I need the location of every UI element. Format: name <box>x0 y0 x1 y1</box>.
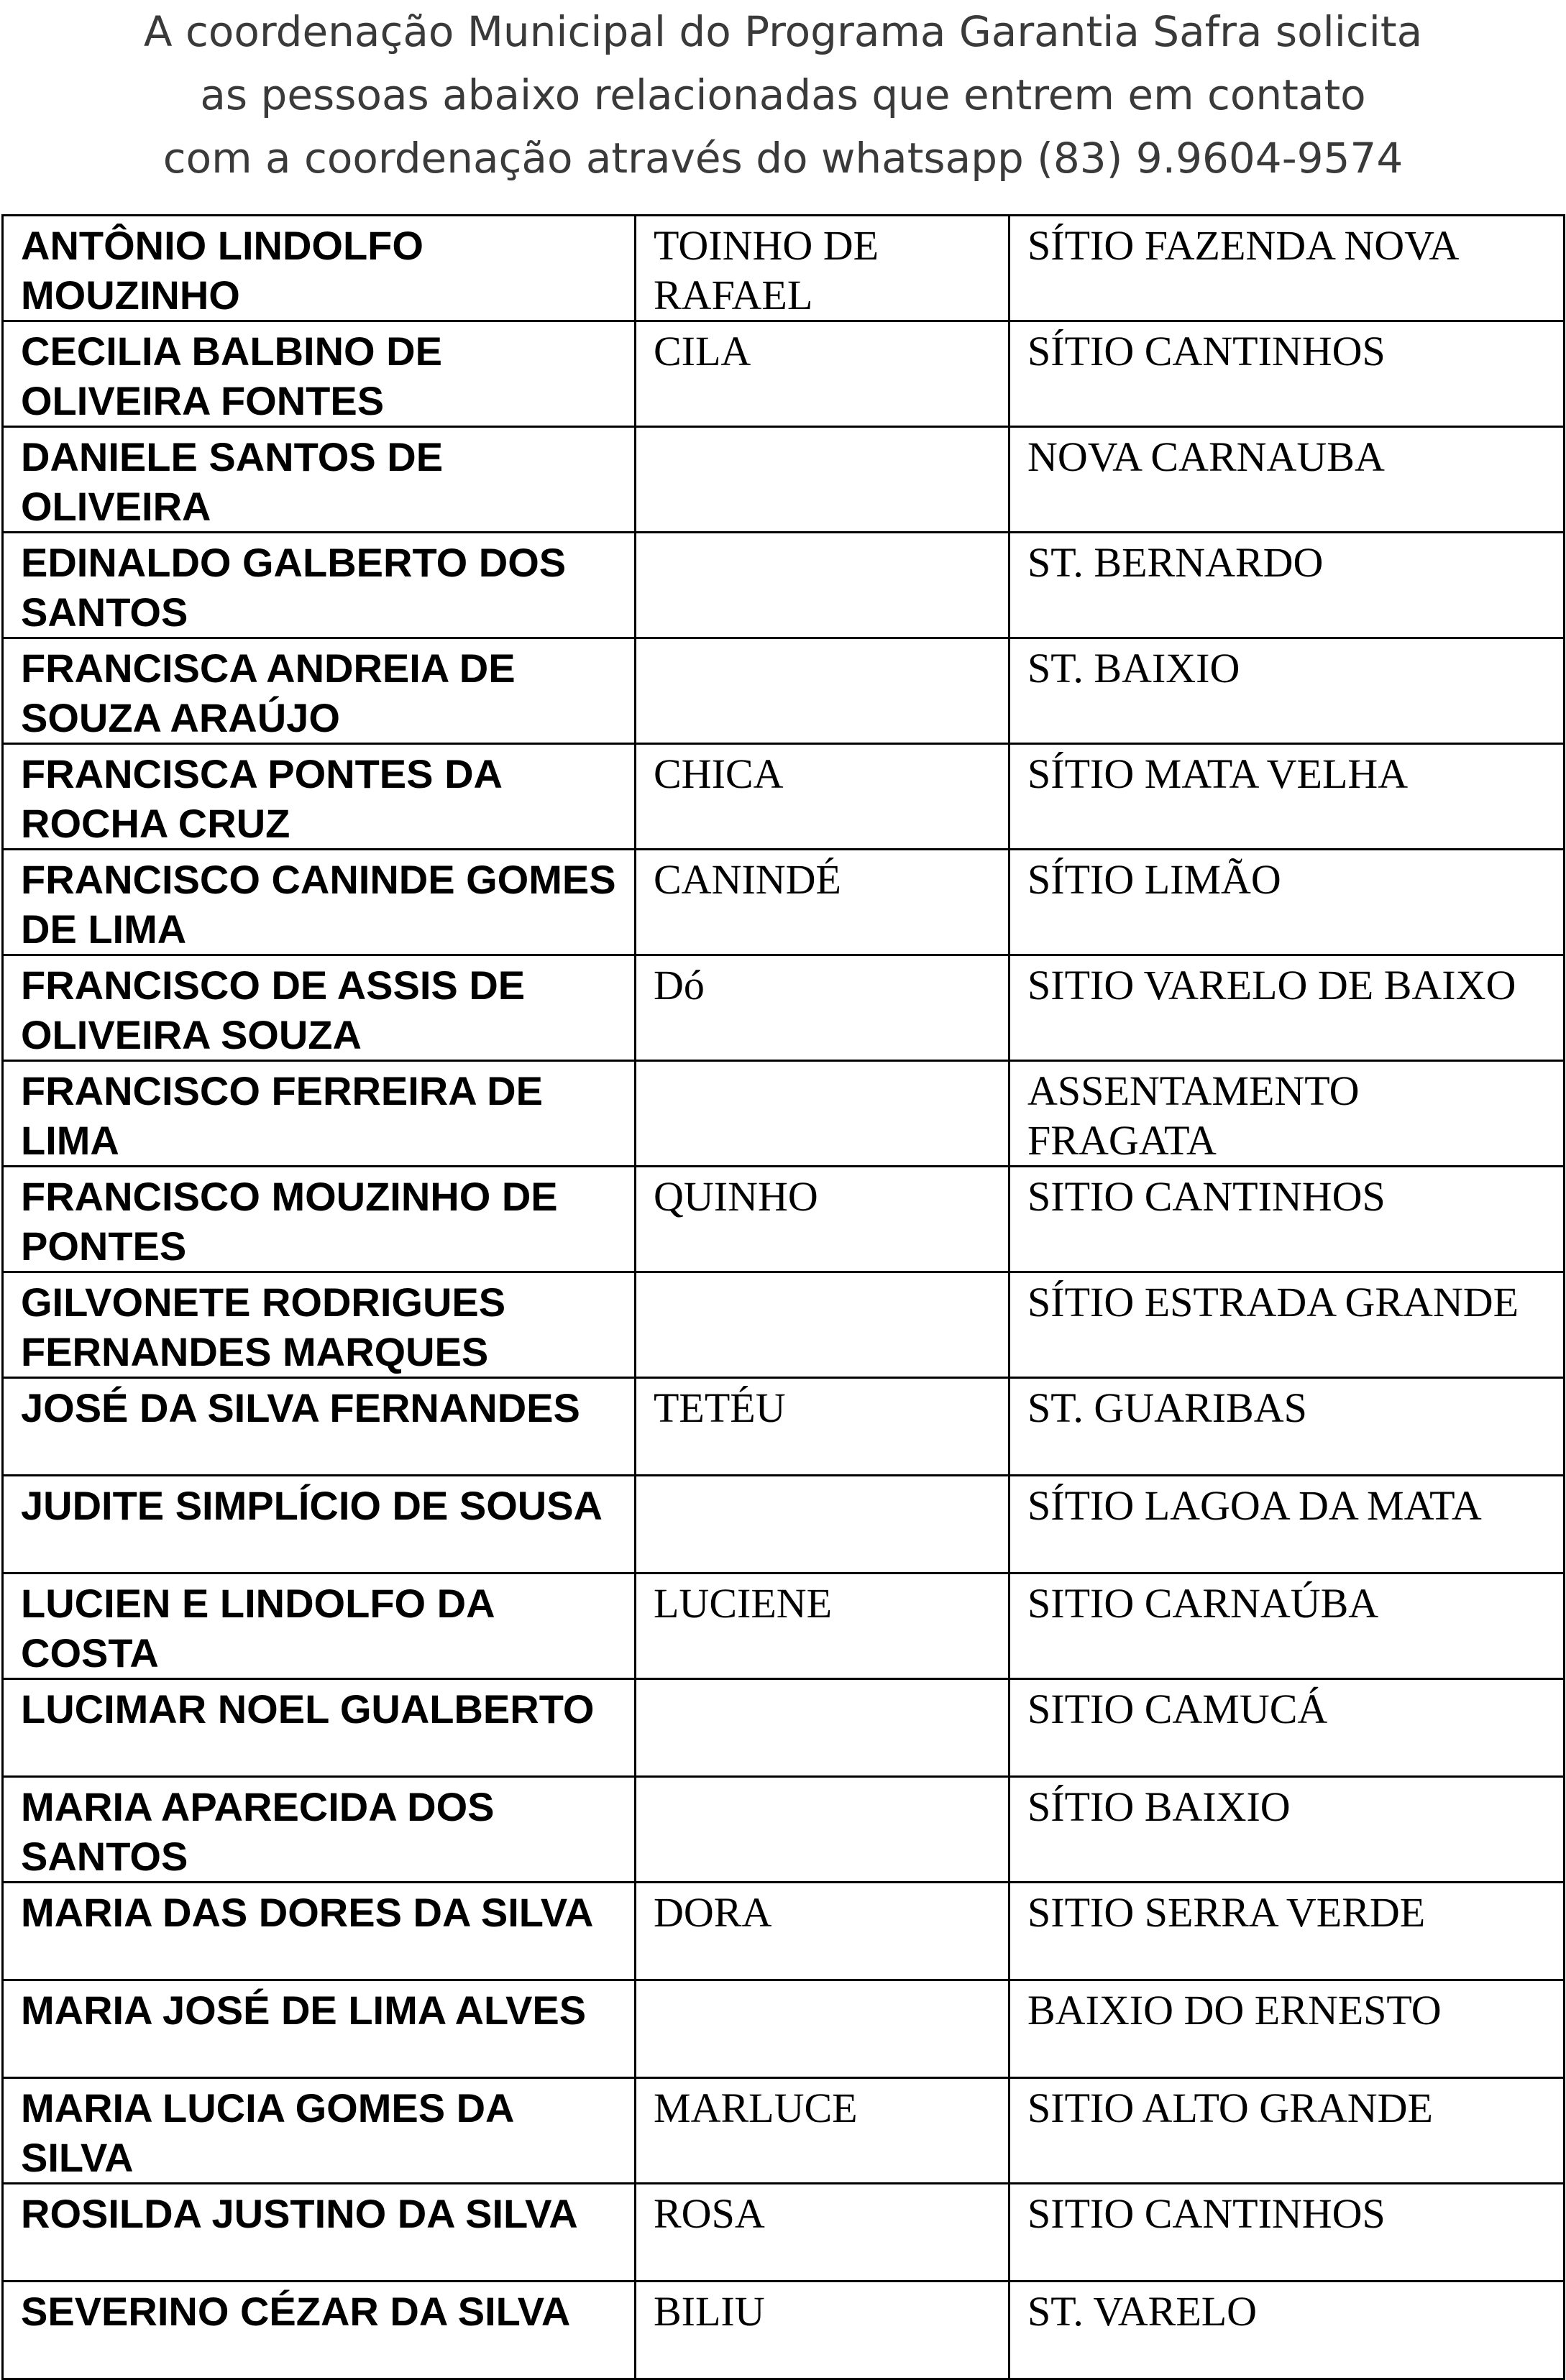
table-row <box>3 1378 1565 1476</box>
name-cell: ANTÔNIO LINDOLFO MOUZINHO <box>3 216 636 321</box>
table-row <box>3 533 1565 638</box>
name-cell: MARIA LUCIA GOMES DA SILVA <box>3 2078 636 2184</box>
name-cell: MARIA JOSÉ DE LIMA ALVES <box>3 1980 636 2078</box>
table-row <box>3 321 1565 427</box>
nickname-cell: TETÉU <box>636 1378 1009 1476</box>
location-cell: SITIO VARELO DE BAIXO <box>1009 955 1565 1061</box>
nickname-cell: TOINHO DE RAFAEL <box>636 216 1009 321</box>
location-cell: ST. BAIXIO <box>1009 638 1565 744</box>
name-cell: FRANCISCA PONTES DA ROCHA CRUZ <box>3 744 636 850</box>
nickname-cell: CILA <box>636 321 1009 427</box>
nickname-cell: CHICA <box>636 744 1009 850</box>
name-cell: GILVONETE RODRIGUES FERNANDES MARQUES <box>3 1272 636 1378</box>
table-row <box>3 2078 1565 2184</box>
name-cell: FRANCISCA ANDREIA DE SOUZA ARAÚJO <box>3 638 636 744</box>
location-cell: SÍTIO LAGOA DA MATA <box>1009 1476 1565 1573</box>
name-cell: JOSÉ DA SILVA FERNANDES <box>3 1378 636 1476</box>
table-row <box>3 2282 1565 2379</box>
name-cell: CECILIA BALBINO DE OLIVEIRA FONTES <box>3 321 636 427</box>
table-body <box>3 216 1565 2379</box>
location-cell: ST. VARELO <box>1009 2282 1565 2379</box>
nickname-cell: MARLUCE <box>636 2078 1009 2184</box>
table-row <box>3 1061 1565 1167</box>
table-row <box>3 1167 1565 1272</box>
nickname-cell: Dó <box>636 955 1009 1061</box>
name-cell: LUCIMAR NOEL GUALBERTO <box>3 1679 636 1777</box>
name-cell: ROSILDA JUSTINO DA SILVA <box>3 2184 636 2282</box>
header-line: com a coordenação através do whatsapp (83) 9.9604-9574 <box>162 134 1404 183</box>
name-cell: MARIA APARECIDA DOS SANTOS <box>3 1777 636 1883</box>
nickname-cell: QUINHO <box>636 1167 1009 1272</box>
header-line: as pessoas abaixo relacionadas que entrem em contato <box>200 70 1366 119</box>
table-row <box>3 216 1565 321</box>
table-row <box>3 427 1565 533</box>
name-cell: FRANCISCO MOUZINHO DE PONTES <box>3 1167 636 1272</box>
name-cell: FRANCISCO FERREIRA DE LIMA <box>3 1061 636 1167</box>
beneficiaries-table <box>1 214 1565 2380</box>
nickname-cell <box>636 533 1009 638</box>
location-cell: SÍTIO BAIXIO <box>1009 1777 1565 1883</box>
location-cell: SITIO CARNAÚBA <box>1009 1573 1565 1679</box>
table-row <box>3 744 1565 850</box>
location-cell: SÍTIO ESTRADA GRANDE <box>1009 1272 1565 1378</box>
name-cell: LUCIEN E LINDOLFO DA COSTA <box>3 1573 636 1679</box>
name-cell: SEVERINO CÉZAR DA SILVA <box>3 2282 636 2379</box>
location-cell: SITIO ALTO GRANDE <box>1009 2078 1565 2184</box>
nickname-cell: LUCIENE <box>636 1573 1009 1679</box>
table-row <box>3 2184 1565 2282</box>
location-cell: BAIXIO DO ERNESTO <box>1009 1980 1565 2078</box>
table-row <box>3 850 1565 955</box>
table-row <box>3 1980 1565 2078</box>
location-cell: SITIO CANTINHOS <box>1009 1167 1565 1272</box>
table-row <box>3 1777 1565 1883</box>
table-row <box>3 1476 1565 1573</box>
table-row <box>3 1883 1565 1980</box>
location-cell: ASSENTAMENTO FRAGATA <box>1009 1061 1565 1167</box>
header-line: A coordenação Municipal do Programa Garantia Safra solicita <box>143 7 1423 56</box>
table-row <box>3 1679 1565 1777</box>
name-cell: JUDITE SIMPLÍCIO DE SOUSA <box>3 1476 636 1573</box>
name-cell: DANIELE SANTOS DE OLIVEIRA <box>3 427 636 533</box>
location-cell: SITIO CAMUCÁ <box>1009 1679 1565 1777</box>
nickname-cell <box>636 427 1009 533</box>
location-cell: SITIO CANTINHOS <box>1009 2184 1565 2282</box>
nickname-cell <box>636 1476 1009 1573</box>
table-row <box>3 1272 1565 1378</box>
nickname-cell: BILIU <box>636 2282 1009 2379</box>
nickname-cell: DORA <box>636 1883 1009 1980</box>
nickname-cell <box>636 1777 1009 1883</box>
location-cell: ST. BERNARDO <box>1009 533 1565 638</box>
location-cell: SÍTIO LIMÃO <box>1009 850 1565 955</box>
nickname-cell <box>636 1980 1009 2078</box>
location-cell: SÍTIO CANTINHOS <box>1009 321 1565 427</box>
name-cell: EDINALDO GALBERTO DOS SANTOS <box>3 533 636 638</box>
nickname-cell <box>636 1061 1009 1167</box>
nickname-cell <box>636 1272 1009 1378</box>
header-notice <box>0 0 1566 190</box>
nickname-cell: ROSA <box>636 2184 1009 2282</box>
location-cell: ST. GUARIBAS <box>1009 1378 1565 1476</box>
table-row <box>3 1573 1565 1679</box>
name-cell: MARIA DAS DORES DA SILVA <box>3 1883 636 1980</box>
location-cell: NOVA CARNAUBA <box>1009 427 1565 533</box>
location-cell: SITIO SERRA VERDE <box>1009 1883 1565 1980</box>
table-row <box>3 638 1565 744</box>
nickname-cell <box>636 1679 1009 1777</box>
name-cell: FRANCISCO CANINDE GOMES DE LIMA <box>3 850 636 955</box>
name-cell: FRANCISCO DE ASSIS DE OLIVEIRA SOUZA <box>3 955 636 1061</box>
nickname-cell <box>636 638 1009 744</box>
nickname-cell: CANINDÉ <box>636 850 1009 955</box>
location-cell: SÍTIO FAZENDA NOVA <box>1009 216 1565 321</box>
location-cell: SÍTIO MATA VELHA <box>1009 744 1565 850</box>
table-row <box>3 955 1565 1061</box>
